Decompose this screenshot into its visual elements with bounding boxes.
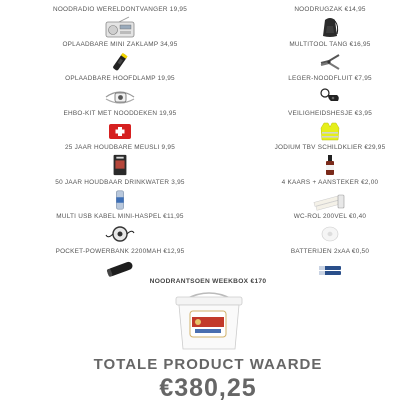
backpack-icon [319,16,341,38]
toilet-roll-icon [319,223,341,245]
product-label: 4 KAARS + AANSTEKER €2,00 [281,178,379,186]
product-item [240,248,416,280]
product-row [0,179,416,214]
product-item [10,144,230,176]
ration-box-label: NOODRANTSOEN WEEKBOX €170 [149,278,267,285]
product-row [0,110,416,145]
product-label: OPLAADBARE HOOFDLAMP 19,95 [65,75,175,82]
product-label: LEGER-NOODFLUIT €7,95 [288,75,372,82]
product-label: 50 JAAR HOUDBAAR DRINKWATER 3,95 [55,178,185,186]
safety-vest-icon [319,120,341,142]
product-item [240,6,416,38]
product-label: JODIUM TBV SCHILDKLIER €29,95 [274,144,386,151]
product-item [240,144,416,176]
powerbank-icon [103,258,137,280]
product-label: 25 JAAR HOUDBARE MEUSLI 9,95 [65,144,175,151]
product-grid [0,6,416,282]
product-item [240,110,416,142]
product-item [240,75,416,107]
product-item [10,6,230,38]
product-label: EHBO-KIT MET NOODDEKEN 19,95 [63,109,177,117]
product-row [0,248,416,283]
ration-box-icon [172,289,246,351]
water-can-icon [113,189,127,211]
product-label: MULTITOOL TANG €16,95 [289,40,371,48]
product-label: WC-ROL 200VEL €0,40 [293,213,367,220]
multitool-icon [318,51,342,73]
product-item [10,75,230,107]
batteries-icon [317,258,343,280]
candles-lighter-icon [310,189,350,211]
product-label: POCKET-POWERBANK 2200MAH €12,95 [55,247,185,255]
product-label: NOODRADIO WERELDONTVANGER 19,95 [52,6,188,13]
product-item [240,213,416,245]
product-row [0,144,416,179]
product-item [10,41,230,73]
product-item [10,213,230,245]
iodine-bottle-icon [323,154,337,176]
product-item [10,110,230,142]
product-row [0,6,416,41]
product-item [240,41,416,73]
flashlight-icon [109,51,131,73]
product-row [0,75,416,110]
headlamp-icon [103,85,137,107]
product-label: OPLAADBARE MINI ZAKLAMP 34,95 [62,40,178,48]
first-aid-kit-icon [107,120,133,142]
product-row [0,213,416,248]
product-label: MULTI USB KABEL MINI-HASPEL €11,95 [56,213,184,220]
product-item [240,179,416,211]
product-row [0,41,416,76]
product-label: VEILIGHEIDSHESJE €3,95 [288,109,372,117]
radio-icon [103,16,137,38]
product-label: NOODRUGZAK €14,95 [294,6,366,13]
product-item [10,248,230,280]
total-value-label: TOTALE PRODUCT WAARDE [93,356,323,373]
product-label: BATTERIJEN 2xAA €0,50 [290,247,370,255]
total-value-amount: €380,25 [159,374,257,402]
whistle-icon [318,85,342,107]
usb-cable-icon [103,223,137,245]
muesli-pouch-icon [110,154,130,176]
product-item [10,179,230,211]
